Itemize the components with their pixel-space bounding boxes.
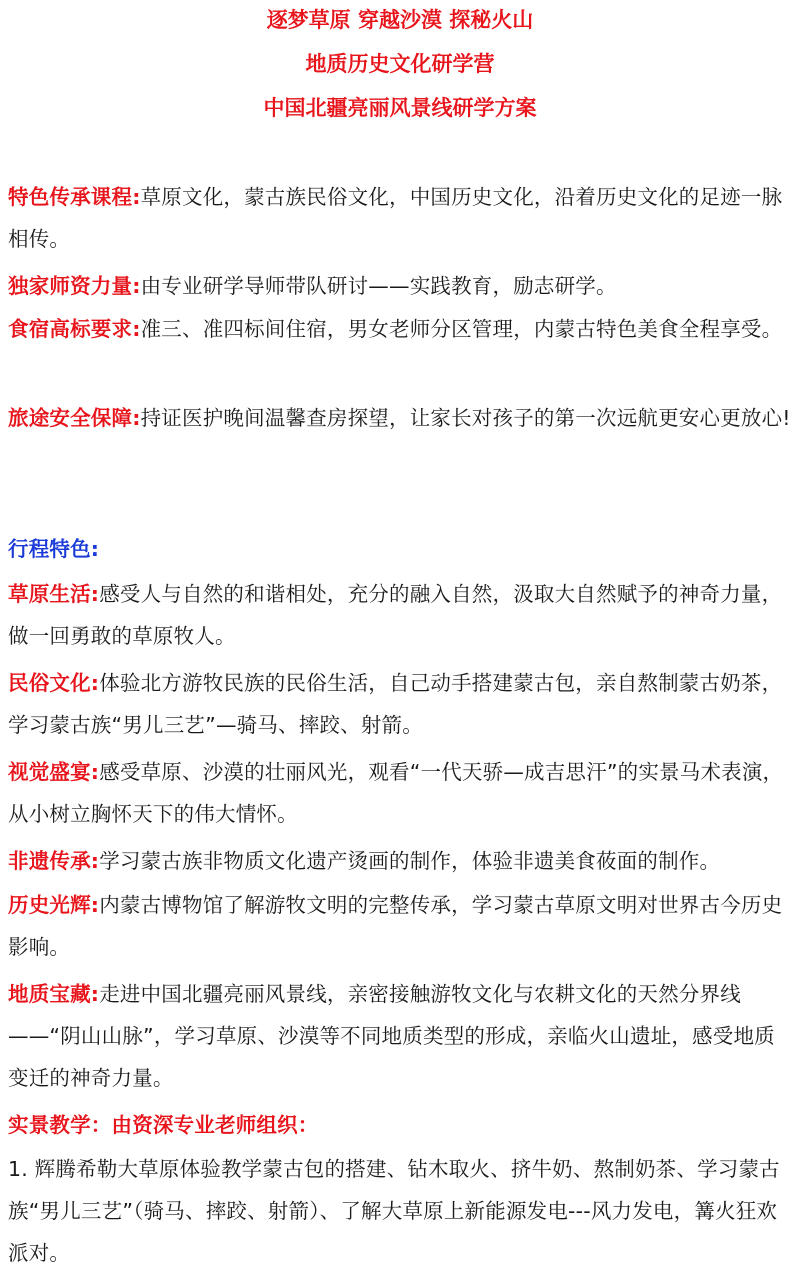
highlight-text: 持证医护晚间温馨查房探望，让家长对孩子的第一次远航更安心更放心! — [140, 406, 791, 430]
highlight-safety — [8, 397, 792, 439]
itinerary-heading-text: 行程特色: — [8, 537, 100, 561]
highlight-label: 旅途安全保障: — [8, 406, 141, 430]
title-line-1: 逐梦草原 穿越沙漠 探秘火山 — [266, 8, 534, 32]
highlight-courses — [8, 176, 792, 260]
highlight-teachers — [8, 265, 792, 307]
feature-heritage — [8, 840, 792, 882]
feature-text: 体验北方游牧民族的民俗生活，自己动手搭建蒙古包，亲自熬制蒙古奶茶，学习蒙古族“男儿三艺”—骑马、摔跤、射箭。 — [8, 671, 783, 737]
highlight-label: 特色传承课程: — [8, 185, 141, 209]
highlight-text: 由专业研学导师带队研讨——实践教育，励志研学。 — [140, 274, 617, 298]
teaching-item: 1. 辉腾希勒大草原体验教学蒙古包的搭建、钻木取火、挤牛奶、熬制奶茶、学习蒙古族“男儿三艺”（骑马、摔跤、射箭）、了解大草原上新能源发电---风力发电，篝火狂欢派对。 — [8, 1157, 780, 1265]
feature-label: 地质宝藏: — [8, 982, 100, 1006]
feature-text: 感受草原、沙漠的壮丽风光，观看“一代天骄—成吉思汗”的实景马术表演，从小树立胸怀天下的伟大情怀。 — [8, 760, 784, 826]
highlight-text: 草原文化，蒙古族民俗文化，中国历史文化，沿着历史文化的足迹一脉相传。 — [8, 185, 783, 251]
highlight-text: 准三、准四标间住宿，男女老师分区管理，内蒙古特色美食全程享受。 — [140, 317, 783, 341]
highlight-label: 食宿高标要求: — [8, 317, 141, 341]
itinerary-heading — [8, 528, 792, 570]
feature-text: 感受人与自然的和谐相处，充分的融入自然，汲取大自然赋予的神奇力量，做一回勇敢的草原牧人。 — [8, 582, 783, 648]
highlight-label: 独家师资力量: — [8, 274, 141, 298]
teaching-heading — [8, 1104, 792, 1146]
feature-label: 视觉盛宴: — [8, 760, 100, 784]
feature-visual — [8, 751, 792, 835]
feature-text: 走进中国北疆亮丽风景线，亲密接触游牧文化与农耕文化的天然分界线——“阴山山脉”，学习草原、沙漠等不同地质类型的形成，亲临火山遗址，感受地质变迁的神奇力量。 — [8, 982, 775, 1090]
title-line-3: 中国北疆亮丽风景线研学方案 — [263, 96, 537, 120]
feature-grassland — [8, 573, 792, 657]
teaching-heading-text: 实景教学：由资深专业老师组织： — [8, 1113, 319, 1137]
feature-history — [8, 884, 792, 968]
feature-label: 历史光辉: — [8, 893, 100, 917]
feature-geology — [8, 973, 792, 1099]
feature-label: 非遗传承: — [8, 849, 100, 873]
title-line-2: 地质历史文化研学营 — [305, 52, 495, 76]
feature-text: 学习蒙古族非物质文化遗产烫画的制作，体验非遗美食莜面的制作。 — [99, 849, 721, 873]
highlight-lodging — [8, 308, 792, 350]
feature-text: 内蒙古博物馆了解游牧文明的完整传承，学习蒙古草原文明对世界古今历史影响。 — [8, 893, 783, 959]
feature-label: 民俗文化: — [8, 671, 100, 695]
feature-folk — [8, 662, 792, 746]
feature-label: 草原生活: — [8, 582, 100, 606]
